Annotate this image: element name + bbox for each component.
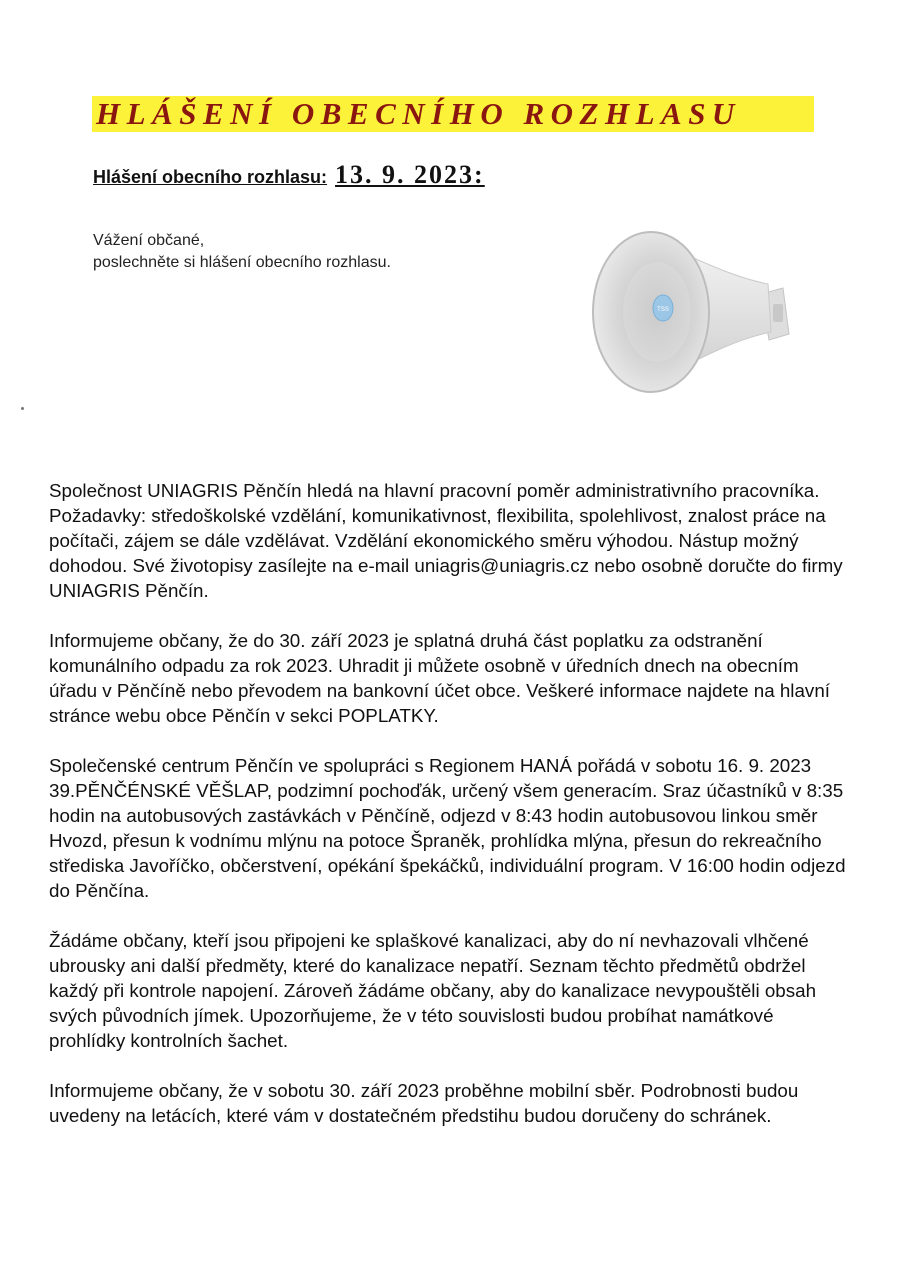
announcement-heading-label: Hlášení obecního rozhlasu: [93,167,328,187]
loudspeaker-icon [583,222,803,402]
announcement-sewer: Žádáme občany, kteří jsou připojeni ke splaškové kanalizaci, aby do ní nevhazovali vlhčené ubrousky ani další předměty, které do kanalizace nepatří. Seznam těchto předmětů obdržel každý při kontrole napojení. Zároveň žádáme občany, aby do kanalizace nevypouštěli obsah svých původních jímek. Upozorňujeme, že v této souvislosti budou probíhat namátkové prohlídky kontrolních šachet. [49,930,817,1051]
announcement-job-offer: Společnost UNIAGRIS Pěnčín hledá na hlavní pracovní poměr administrativního pracovníka. Požadavky: středoškolské vzdělání, komunikativnost, flexibilita, spolehlivost, znalost práce na počítači, zájem se dále vzdělávat. Vzdělání ekonomického směru výhodou. Nástup možný dohodou. Své životopisy zasílejte na e-mail uniagris@uniagris.cz nebo osobně doručte do firmy UNIAGRIS Pěnčín. [49,480,843,601]
greeting-text: poslechněte si hlášení obecního rozhlasu. [93,254,391,271]
speaker-badge-text: TSS [657,307,669,313]
announcement-mobile-collection: Informujeme občany, že v sobotu 30. září 2023 proběhne mobilní sběr. Podrobnosti budou uvedeny na letácích, které vám v dostatečném předstihu budou doručeny do schránek. [49,1080,799,1126]
greeting [93,230,393,274]
announcement-date: 13. 9. 2023: [335,160,485,189]
greeting-salutation: Vážení občané, [93,232,205,249]
scan-speck [21,407,24,410]
announcement-waste-fee: Informujeme občany, že do 30. září 2023 je splatná druhá část poplatku za odstranění komunálního odpadu za rok 2023. Uhradit ji můžete osobně v úředních dnech na obecním úřadu v Pěnčíně nebo převodem na bankovní účet obce. Veškeré informace najdete na hlavní stránce webu obce Pěnčín v sekci POPLATKY. [49,630,830,726]
announcement-heading [93,160,485,190]
announcement-hike: Společenské centrum Pěnčín ve spolupráci s Regionem HANÁ pořádá v sobotu 16. 9. 2023 39.PĚNČÉNSKÉ VĚŠLAP, podzimní pochoďák, určený všem generacím. Sraz účastníků v 8:35 hodin na autobusových zastávkách v Pěnčíně, odjezd v 8:43 hodin autobusovou linkou směr Hvozd, přesun k vodnímu mlýnu na potoce Špraněk, prohlídka mlýna, přesun do rekreačního střediska Javoříčko, občerstvení, opékání špekáčků, individuální program. V 16:00 hodin odjezd do Pěnčína. [49,755,846,901]
announcements [49,478,849,1153]
page-title: HLÁŠENÍ OBECNÍHO ROZHLASU [92,96,814,132]
